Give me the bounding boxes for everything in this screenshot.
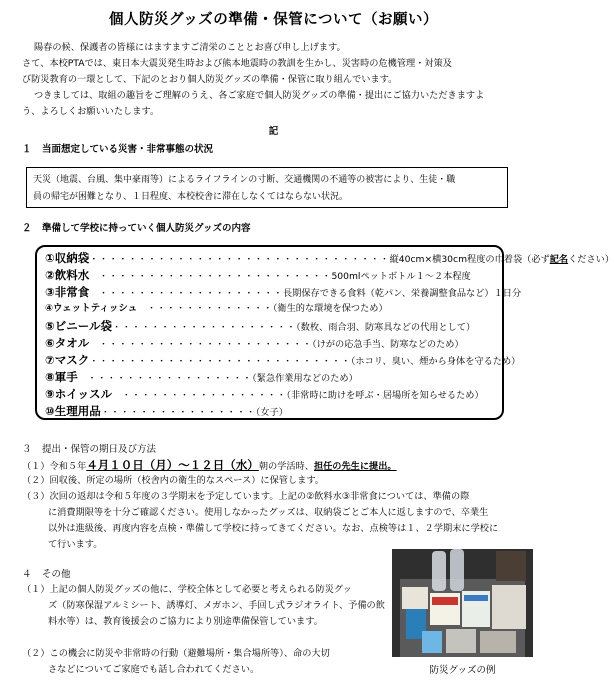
goods-item-label: ①収納袋	[45, 251, 90, 265]
goods-item-desc-after: ください）	[568, 254, 614, 265]
goods-item-label: ⑦マスク	[45, 353, 90, 367]
section3-title: 提出・保管の期日及び方法	[42, 444, 157, 455]
intro-line-4: つきましては、取組の趣旨をご理解のうえ、各ご家庭で個人防災グッズの準備・提出にご協力いただきますよ	[34, 90, 485, 101]
goods-item-label: ④ウェットティッシュ	[45, 303, 138, 314]
section2-heading	[22, 220, 251, 234]
leader-dots: ・・・・・・・・・・・・・・・・・・・・・・・・・・・	[89, 356, 351, 367]
goods-item-label: ⑥タオル	[45, 336, 90, 350]
leader-dots: ・・・・・・・・・・・・・	[137, 303, 273, 314]
section3-p2: （２）回収後、所定の場所（校舎内の衛生的なスペース）に保管します。	[22, 475, 324, 486]
goods-item-label: ②飲料水	[45, 268, 90, 282]
section3-heading	[22, 441, 156, 455]
ki-heading: 記	[268, 126, 279, 137]
leader-dots: ・・・・・・・・・・・・・・・・・・・	[112, 322, 297, 333]
goods-item-desc: （衛生的な環境を保つため）	[272, 303, 388, 314]
goods-item-desc: 500mlペットボトル１～２本程度	[331, 271, 471, 282]
section4-title: その他	[42, 569, 71, 580]
section1-heading	[22, 141, 213, 155]
goods-item-emphasis: 記名	[549, 254, 569, 265]
submit-date-range: ４月１０日（月）～１２日（水）	[86, 458, 259, 472]
section3-p3-line2: に消費期限等を十分ご確認ください。使用しなかったグッズは、収納袋ごとご本人に返しますので、卒業生	[48, 507, 489, 518]
situation-line-1: 天災（地震、台風、集中豪雨等）によるライフラインの寸断、交通機関の不通等の被害により、生徒・職	[33, 175, 456, 185]
leader-dots: ・・・・・・・・・・・・・・・・・・・・・・・・・・・・・・・	[89, 254, 390, 265]
goods-item-5	[45, 317, 475, 335]
situation-line-2: 員の帰宅が困難となり、１日程度、本校校舎に滞在しなくてはならない状況。	[33, 192, 349, 202]
goods-item-label: ⑨ホイッスル	[45, 387, 113, 401]
section2-number: ２	[22, 223, 32, 234]
goods-item-4	[45, 300, 388, 318]
intro-line-1: 陽春の候、保護者の皆様にはますますご清栄のこととお喜び申し上げます。	[34, 42, 346, 53]
section4-p2-line2: さなどについてご家庭でも話し合われてください。	[48, 664, 260, 675]
goods-item-desc: 長期保存できる食料（乾パン、栄養調整食品など）１日分	[283, 288, 522, 299]
goods-list-box	[35, 245, 614, 420]
page-title: 個人防災グッズの準備・保管について（お願い）	[109, 12, 438, 28]
disaster-goods-illustration	[392, 549, 533, 657]
goods-item-desc: （けがの応急手当、防寒などのため）	[312, 339, 464, 350]
section4-p2-line1: （２）この機会に防災や非常時の行動（避難場所・集合場所等）、命の大切	[22, 648, 330, 659]
section4-p1-line2: ズ（防寒保湿アルミシート、誘導灯、メガホン、手回し式ラジオライト、予備の飲	[48, 600, 385, 611]
goods-item-desc: （緊急作業用などのため）	[252, 373, 358, 384]
goods-item-9	[45, 385, 484, 403]
leader-dots: ・・・・・・・・・・・・・・・・・	[112, 390, 287, 401]
goods-item-desc: （非常時に助けを呼ぶ・居場所を知らせるため）	[286, 390, 484, 401]
submit-date-prefix: （１）令和５年	[22, 461, 87, 472]
situation-box	[26, 167, 508, 208]
section3-p3-line4: て行います。	[48, 539, 103, 550]
goods-item-7	[45, 351, 520, 369]
goods-item-2	[45, 266, 471, 284]
photo-caption: 防災グッズの例	[429, 665, 496, 676]
disaster-goods-photo	[392, 549, 533, 657]
section4-p1-line3: 料水等）は、教育後援会のご協力により別途準備保管しています。	[48, 616, 323, 627]
submit-to-teacher: 担任の先生に提出。	[313, 461, 397, 472]
leader-dots: ・・・・・・・・・・・・・・・・・・・	[89, 288, 283, 299]
goods-item-3	[45, 283, 521, 301]
section3-p3-line3: 以外は進級後、再度内容を点検・準備して学校に持ってきてください。なお、点検等は１、２学期末に学校に	[48, 523, 499, 534]
section4-number: ４	[22, 569, 32, 580]
leader-dots: ・・・・・・・・・・・・・・・・	[100, 407, 256, 418]
goods-item-1	[45, 249, 614, 267]
goods-item-label: ③非常食	[45, 285, 90, 299]
section3-number: ３	[22, 444, 32, 455]
leader-dots: ・・・・・・・・・・・・・・・・・・・・・・・・	[89, 271, 332, 282]
leader-dots: ・・・・・・・・・・・・・・・・・・・・・・	[89, 339, 313, 350]
submit-date-mid: 朝の学活時、	[258, 461, 314, 472]
section3-p3-line1: （３）次回の返却は令和５年度の３学期末を予定しています。上記の②飲料水③非常食については、準備の際	[22, 491, 470, 502]
goods-item-desc: （数枚、雨合羽、防寒具などの代用として）	[296, 322, 476, 333]
goods-item-6	[45, 334, 464, 352]
goods-item-10	[45, 402, 288, 420]
goods-item-label: ⑤ビニール袋	[45, 319, 113, 333]
intro-line-2: さて、本校PTAでは、東日本大震災発生時および熊本地震時の教訓を生かし、災害時の危機管理・対策及	[22, 58, 452, 69]
intro-line-3: び防災教育の一環として、下記のとおり個人防災グッズの準備・保管に取り組んでいます。	[22, 74, 398, 85]
section1-title: 当面想定している災害・非常事態の状況	[42, 144, 214, 155]
goods-item-desc: 縦40cm×横30cm程度の巾着袋（必ず	[389, 254, 550, 265]
goods-item-desc: （ホコリ、臭い、煙から身体を守るため）	[350, 356, 521, 367]
goods-item-8	[45, 368, 358, 386]
section4-p1-line1: （１）上記の個人防災グッズの他に、学校全体として必要と考えられる防災グッ	[22, 584, 352, 595]
goods-item-label: ⑧軍手	[45, 370, 78, 384]
intro-line-5: う、よろしくお願いいたします。	[22, 106, 160, 117]
section2-title: 準備して学校に持っていく個人防災グッズの内容	[42, 223, 251, 234]
leader-dots: ・・・・・・・・・・・・・・・・・	[77, 373, 253, 384]
section1-number: １	[22, 144, 32, 155]
goods-item-label: ⑩生理用品	[45, 404, 101, 418]
section4-heading	[22, 566, 71, 580]
goods-item-desc: （女子）	[255, 407, 288, 418]
